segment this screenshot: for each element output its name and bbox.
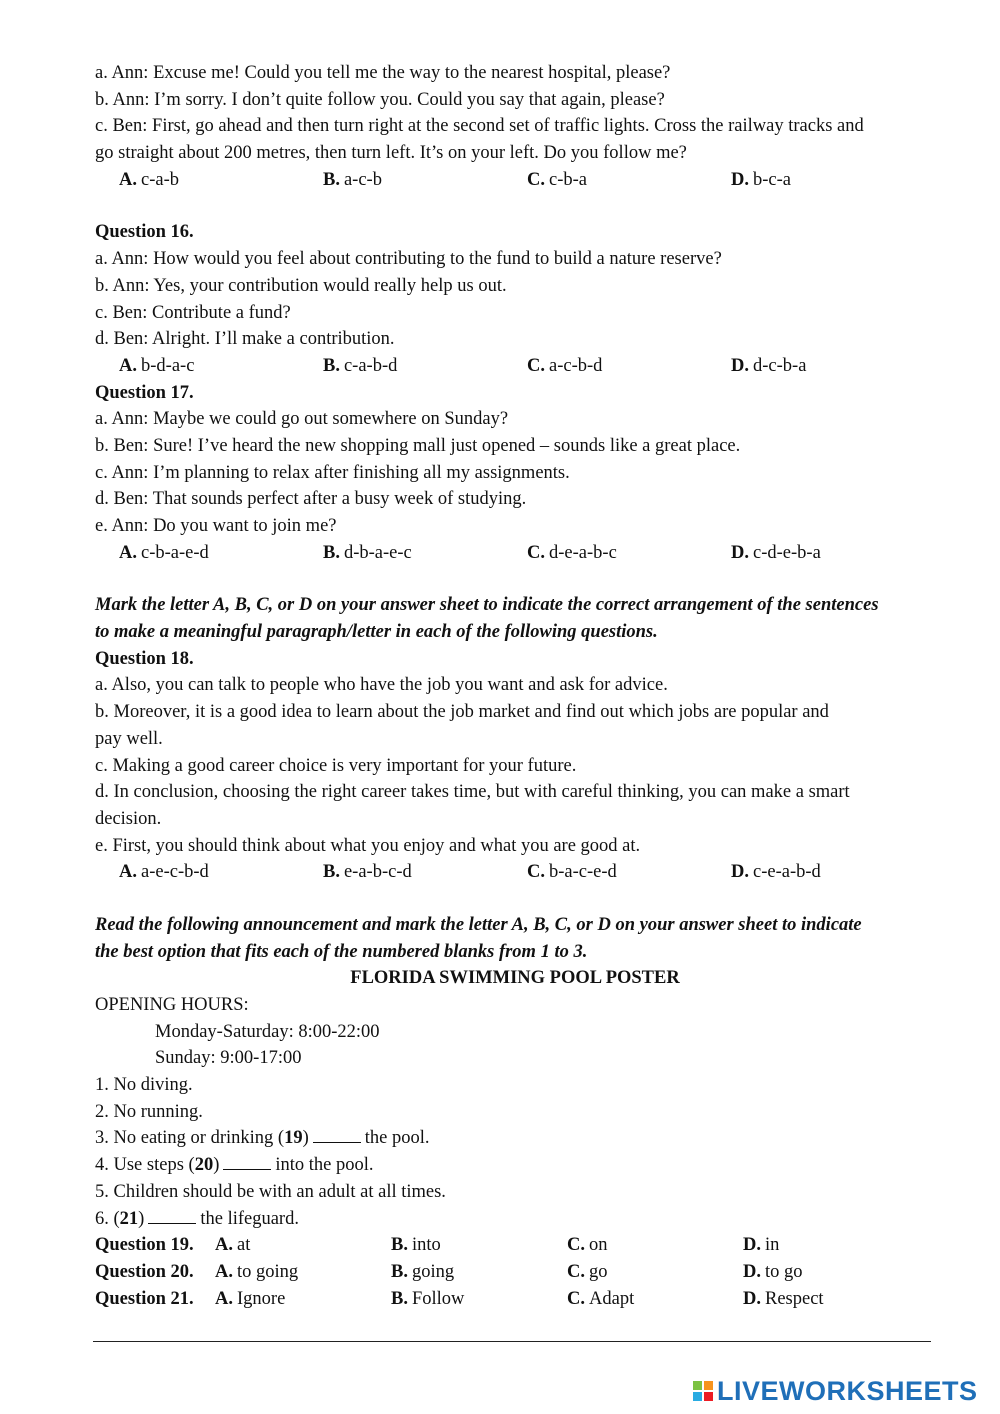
answer-options xyxy=(95,859,935,886)
question-18 xyxy=(95,646,935,886)
sentence-line: b. Moreover, it is a good idea to learn about the job market and find out which jobs are popular and xyxy=(95,702,829,723)
dialogue-line: c. Ann: I’m planning to relax after finishing all my assignments. xyxy=(95,462,570,483)
liveworksheets-logo-icon xyxy=(693,1381,713,1401)
question-20 xyxy=(95,1259,935,1286)
option-b[interactable]: B. e-a-b-c-d xyxy=(323,862,412,883)
section-instruction: Mark the letter A, B, C, or D on your answer sheet to indicate the correct arrangement of the sentences to make a meaningful paragraph/letter in each of the following questions. xyxy=(95,595,879,643)
question-label: Question 20. xyxy=(95,1261,194,1282)
question-label: Question 19. xyxy=(95,1235,194,1256)
sentence-line: d. In conclusion, choosing the right career takes time, but with careful thinking, you can make a smart xyxy=(95,782,850,803)
option-b[interactable]: B. into xyxy=(391,1235,441,1256)
option-c[interactable]: C. b-a-c-e-d xyxy=(527,862,617,883)
option-c[interactable]: C. on xyxy=(567,1235,608,1256)
option-d[interactable]: D. b-c-a xyxy=(731,169,791,190)
dialogue-line: c. Ben: First, go ahead and then turn right at the second set of traffic lights. Cross the railway tracks and xyxy=(95,116,864,137)
section-instruction: Read the following announcement and mark the letter A, B, C, or D on your answer sheet to indicate the best option that fits each of the numbered blanks from 1 to 3. xyxy=(95,914,862,962)
dialogue-line: a. Ann: Maybe we could go out somewhere on Sunday? xyxy=(95,409,509,430)
option-c[interactable]: C. a-c-b-d xyxy=(527,355,603,376)
dialogue-line: go straight about 200 metres, then turn left. It’s on your left. Do you follow me? xyxy=(95,143,687,164)
option-d[interactable]: D. c-d-e-b-a xyxy=(731,542,821,563)
sentence-line: e. First, you should think about what you enjoy and what you are good at. xyxy=(95,835,641,856)
sentence-line: c. Making a good career choice is very important for your future. xyxy=(95,755,577,776)
opening-hours-label: OPENING HOURS: xyxy=(95,995,249,1015)
dialogue-line: c. Ben: Contribute a fund? xyxy=(95,302,291,323)
dialogue-line: a. Ann: How would you feel about contributing to the fund to build a nature reserve? xyxy=(95,249,722,270)
option-d[interactable]: D. to go xyxy=(743,1261,803,1282)
answer-options xyxy=(95,353,935,380)
poster-title: FLORIDA SWIMMING POOL POSTER xyxy=(350,968,680,989)
sentence-line: decision. xyxy=(95,808,162,829)
answer-options xyxy=(95,167,935,194)
option-d[interactable]: D. d-c-b-a xyxy=(731,355,807,376)
dialogue-line: a. Ann: Excuse me! Could you tell me the way to the nearest hospital, please? xyxy=(95,63,671,83)
option-b[interactable]: B. d-b-a-e-c xyxy=(323,542,412,563)
question-21 xyxy=(95,1286,935,1313)
option-b[interactable]: B. going xyxy=(391,1261,455,1282)
option-d[interactable]: D. Respect xyxy=(743,1288,824,1309)
option-b[interactable]: B. a-c-b xyxy=(323,169,382,190)
rule-2: 2. No running. xyxy=(95,1101,203,1122)
opening-hours-weekdays: Monday-Saturday: 8:00-22:00 xyxy=(155,1021,380,1042)
dialogue-line: d. Ben: That sounds perfect after a busy week of studying. xyxy=(95,489,527,510)
question-title: Question 18. xyxy=(95,648,194,669)
question-title: Question 17. xyxy=(95,382,194,403)
blank-21[interactable] xyxy=(148,1207,196,1224)
worksheet-page xyxy=(95,60,935,1312)
dialogue-line: b. Ben: Sure! I’ve heard the new shopping mall just opened – sounds like a great place. xyxy=(95,435,741,456)
option-a[interactable]: A. a-e-c-b-d xyxy=(119,862,209,883)
option-b[interactable]: B. c-a-b-d xyxy=(323,355,398,376)
option-d[interactable]: D. in xyxy=(743,1235,780,1256)
option-a[interactable]: A. c-b-a-e-d xyxy=(119,542,209,563)
question-17 xyxy=(95,380,935,567)
rule-1: 1. No diving. xyxy=(95,1075,193,1096)
option-b[interactable]: B. Follow xyxy=(391,1288,465,1309)
sentence-line: pay well. xyxy=(95,728,163,749)
option-c[interactable]: C. Adapt xyxy=(567,1288,635,1309)
dialogue-line: b. Ann: I’m sorry. I don’t quite follow you. Could you say that again, please? xyxy=(95,89,665,110)
option-a[interactable]: A. c-a-b xyxy=(119,169,179,190)
dialogue-line: e. Ann: Do you want to join me? xyxy=(95,516,337,536)
opening-hours-sunday: Sunday: 9:00-17:00 xyxy=(155,1048,302,1069)
option-c[interactable]: C. d-e-a-b-c xyxy=(527,542,617,563)
option-a[interactable]: A. b-d-a-c xyxy=(119,355,195,376)
question-19 xyxy=(95,1232,935,1259)
pool-poster xyxy=(95,965,935,1232)
blank-20[interactable] xyxy=(223,1153,271,1170)
rule-6: 6. (21) the lifeguard. xyxy=(95,1208,299,1229)
dialogue-line: b. Ann: Yes, your contribution would really help us out. xyxy=(95,275,507,296)
option-a[interactable]: A. at xyxy=(215,1235,251,1256)
footer-divider xyxy=(93,1341,931,1342)
rule-4: 4. Use steps (20) into the pool. xyxy=(95,1155,374,1176)
option-d[interactable]: D. c-e-a-b-d xyxy=(731,862,821,883)
question-16 xyxy=(95,219,935,379)
answer-options xyxy=(95,540,935,567)
option-c[interactable]: C. go xyxy=(567,1261,608,1282)
blank-19[interactable] xyxy=(313,1126,361,1143)
liveworksheets-logo-text: LIVEWORKSHEETS xyxy=(717,1375,978,1406)
option-a[interactable]: A. to going xyxy=(215,1261,299,1282)
rule-5: 5. Children should be with an adult at all times. xyxy=(95,1181,446,1202)
sentence-line: a. Also, you can talk to people who have the job you want and ask for advice. xyxy=(95,675,668,696)
option-c[interactable]: C. c-b-a xyxy=(527,169,587,190)
rule-3: 3. No eating or drinking (19) the pool. xyxy=(95,1128,430,1149)
liveworksheets-logo[interactable] xyxy=(693,1376,978,1406)
dialogue-line: d. Ben: Alright. I’ll make a contribution. xyxy=(95,329,395,350)
question-15 xyxy=(95,60,935,193)
blank-questions xyxy=(95,1232,935,1312)
question-title: Question 16. xyxy=(95,222,194,243)
question-label: Question 21. xyxy=(95,1288,194,1309)
option-a[interactable]: A. Ignore xyxy=(215,1288,286,1309)
